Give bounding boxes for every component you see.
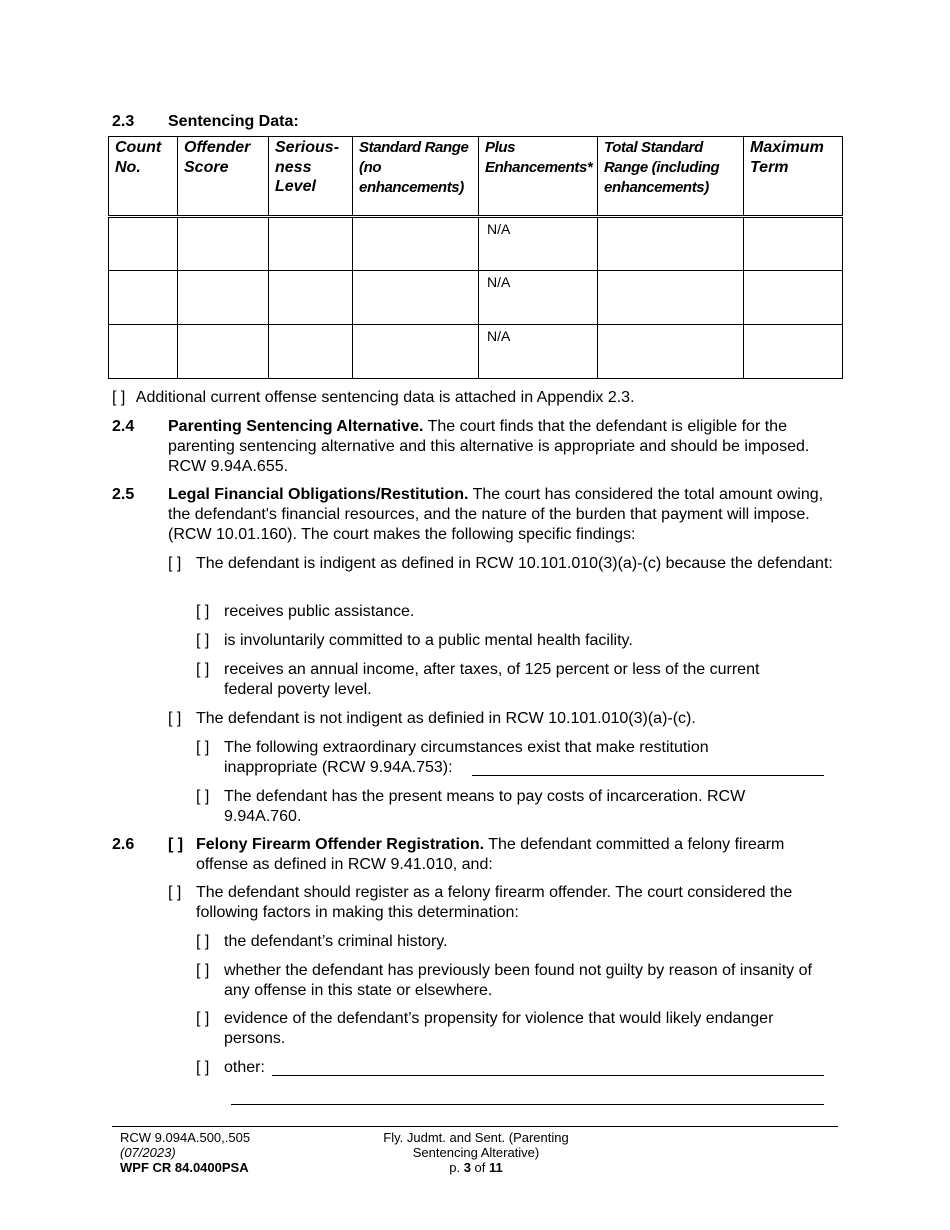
section-2-3-heading (112, 112, 299, 132)
section-2-4-paragraph (168, 417, 838, 477)
insanity-checkbox[interactable]: [ ] (196, 962, 210, 979)
other-checkbox[interactable]: [ ] (196, 1059, 210, 1076)
not-indigent-text: The defendant is not indigent as definied in RCW 10.101.010(3)(a)-(c). (196, 710, 696, 727)
not-indigent-checkbox[interactable]: [ ] (168, 710, 182, 727)
criminal-history-text: the defendant’s criminal history. (224, 933, 448, 950)
present-means-text: The defendant has the present means to pay costs of incarceration. RCW 9.94A.760. (224, 788, 746, 825)
footer-page-number (340, 1160, 612, 1175)
footer-rcw: RCW 9.094A.500,.505 (120, 1130, 251, 1145)
violence-text: evidence of the defendant’s propensity for violence that would likely endanger persons. (224, 1010, 774, 1047)
header-total-standard-range: Total Standard Range (including enhancements) (598, 137, 744, 217)
table-cell[interactable] (598, 325, 744, 379)
page-total: 11 (489, 1160, 503, 1175)
table-cell[interactable] (109, 271, 178, 325)
table-cell[interactable] (744, 325, 843, 379)
section-2-4-number: 2.4 (112, 418, 135, 435)
committed-text: is involuntarily committed to a public mental health facility. (224, 632, 633, 649)
table-cell[interactable] (353, 271, 479, 325)
table-cell: N/A (479, 217, 598, 271)
appendix-note-text: Additional current offense sentencing data is attached in Appendix 2.3. (135, 389, 635, 406)
header-offender-score: Offender Score (178, 137, 269, 217)
section-2-5-title: Legal Financial Obligations/Restitution. (168, 486, 469, 503)
table-cell[interactable] (178, 217, 269, 271)
page-of: of (470, 1160, 490, 1175)
extraordinary-checkbox[interactable]: [ ] (196, 739, 210, 756)
section-2-5-number: 2.5 (112, 486, 135, 503)
appendix-checkbox[interactable]: [ ] (112, 389, 126, 406)
header-seriousness-level: Serious-ness Level (269, 137, 353, 217)
section-2-4-text: The court finds that the defendant is eligible for the parenting sentencing alternative and this alternative is appropriate and should be imposed. RCW 9.94A.655. (168, 418, 810, 475)
sentencing-data-table (108, 136, 843, 379)
footer-title-line1: Fly. Judmt. and Sent. (Parenting (383, 1130, 569, 1145)
table-cell: N/A (479, 271, 598, 325)
table-cell[interactable] (269, 325, 353, 379)
indigent-text: The defendant is indigent as defined in RCW 10.101.010(3)(a)-(c) because the defendant: (196, 555, 833, 572)
income-checkbox[interactable]: [ ] (196, 661, 210, 678)
committed-checkbox[interactable]: [ ] (196, 632, 210, 649)
violence-checkbox[interactable]: [ ] (196, 1010, 210, 1027)
section-2-6-paragraph (196, 835, 838, 875)
table-cell[interactable] (744, 217, 843, 271)
table-cell[interactable] (109, 325, 178, 379)
table-cell[interactable] (109, 217, 178, 271)
indigent-checkbox[interactable]: [ ] (168, 555, 182, 572)
header-standard-range: Standard Range (no enhancements) (353, 137, 479, 217)
table-cell: N/A (479, 325, 598, 379)
register-text: The defendant should register as a felony firearm offender. The court considered the following factors in making this determination: (196, 884, 793, 921)
section-2-6-number: 2.6 (112, 836, 135, 853)
income-text: receives an annual income, after taxes, of 125 percent or less of the current federal poverty level. (224, 661, 760, 698)
table-cell[interactable] (269, 217, 353, 271)
footer-center (340, 1130, 612, 1175)
page-prefix: p. (449, 1160, 464, 1175)
register-checkbox[interactable]: [ ] (168, 884, 182, 901)
header-maximum-term: Maximum Term (744, 137, 843, 217)
section-2-5-text: The court has considered the total amount owing, the defendant's financial resources, and the nature of the burden that payment will impose. (RCW 10.01.160). The court makes the following specific findings: (168, 486, 824, 543)
table-row (109, 271, 843, 325)
extraordinary-text: The following extraordinary circumstances exist that make restitution inappropriate (RCW 9.94A.753): (224, 739, 709, 776)
header-plus-enhancements: Plus Enhancements* (479, 137, 598, 217)
section-2-5-paragraph (168, 485, 838, 545)
table-cell[interactable] (269, 271, 353, 325)
footer-title-line2: Sentencing Alterative) (412, 1145, 540, 1160)
table-cell[interactable] (598, 217, 744, 271)
footer-date: (07/2023) (120, 1145, 176, 1160)
table-cell[interactable] (178, 325, 269, 379)
section-2-6-title: Felony Firearm Offender Registration. (196, 836, 485, 853)
header-count-no: Count No. (109, 137, 178, 217)
footer-form-number: WPF CR 84.0400PSA (120, 1160, 249, 1175)
present-means-checkbox[interactable]: [ ] (196, 788, 210, 805)
other-blank-line[interactable] (272, 1075, 824, 1076)
table-cell[interactable] (178, 271, 269, 325)
table-cell[interactable] (353, 325, 479, 379)
section-2-6-text: The defendant committed a felony firearm offense as defined in RCW 9.41.010, and: (196, 836, 785, 873)
section-2-6-checkbox[interactable]: [ ] (168, 836, 184, 853)
page-current: 3 (463, 1160, 471, 1175)
footer-rule (112, 1126, 838, 1127)
table-cell[interactable] (744, 271, 843, 325)
footer-left (120, 1130, 250, 1175)
public-assistance-checkbox[interactable]: [ ] (196, 603, 210, 620)
other-blank-line-2[interactable] (231, 1104, 824, 1105)
public-assistance-text: receives public assistance. (224, 603, 415, 620)
insanity-text: whether the defendant has previously been found not guilty by reason of insanity of any offense in this state or elsewhere. (224, 962, 812, 999)
section-title: Sentencing Data: (168, 113, 299, 130)
other-label: other: (224, 1059, 265, 1076)
extraordinary-blank-line[interactable] (472, 775, 824, 776)
table-row (109, 217, 843, 271)
table-cell[interactable] (598, 271, 744, 325)
section-number: 2.3 (112, 113, 135, 130)
section-2-4-title: Parenting Sentencing Alternative. (168, 418, 424, 435)
appendix-note (112, 388, 635, 408)
table-header-row (109, 137, 843, 217)
table-row (109, 325, 843, 379)
table-cell[interactable] (353, 217, 479, 271)
criminal-history-checkbox[interactable]: [ ] (196, 933, 210, 950)
